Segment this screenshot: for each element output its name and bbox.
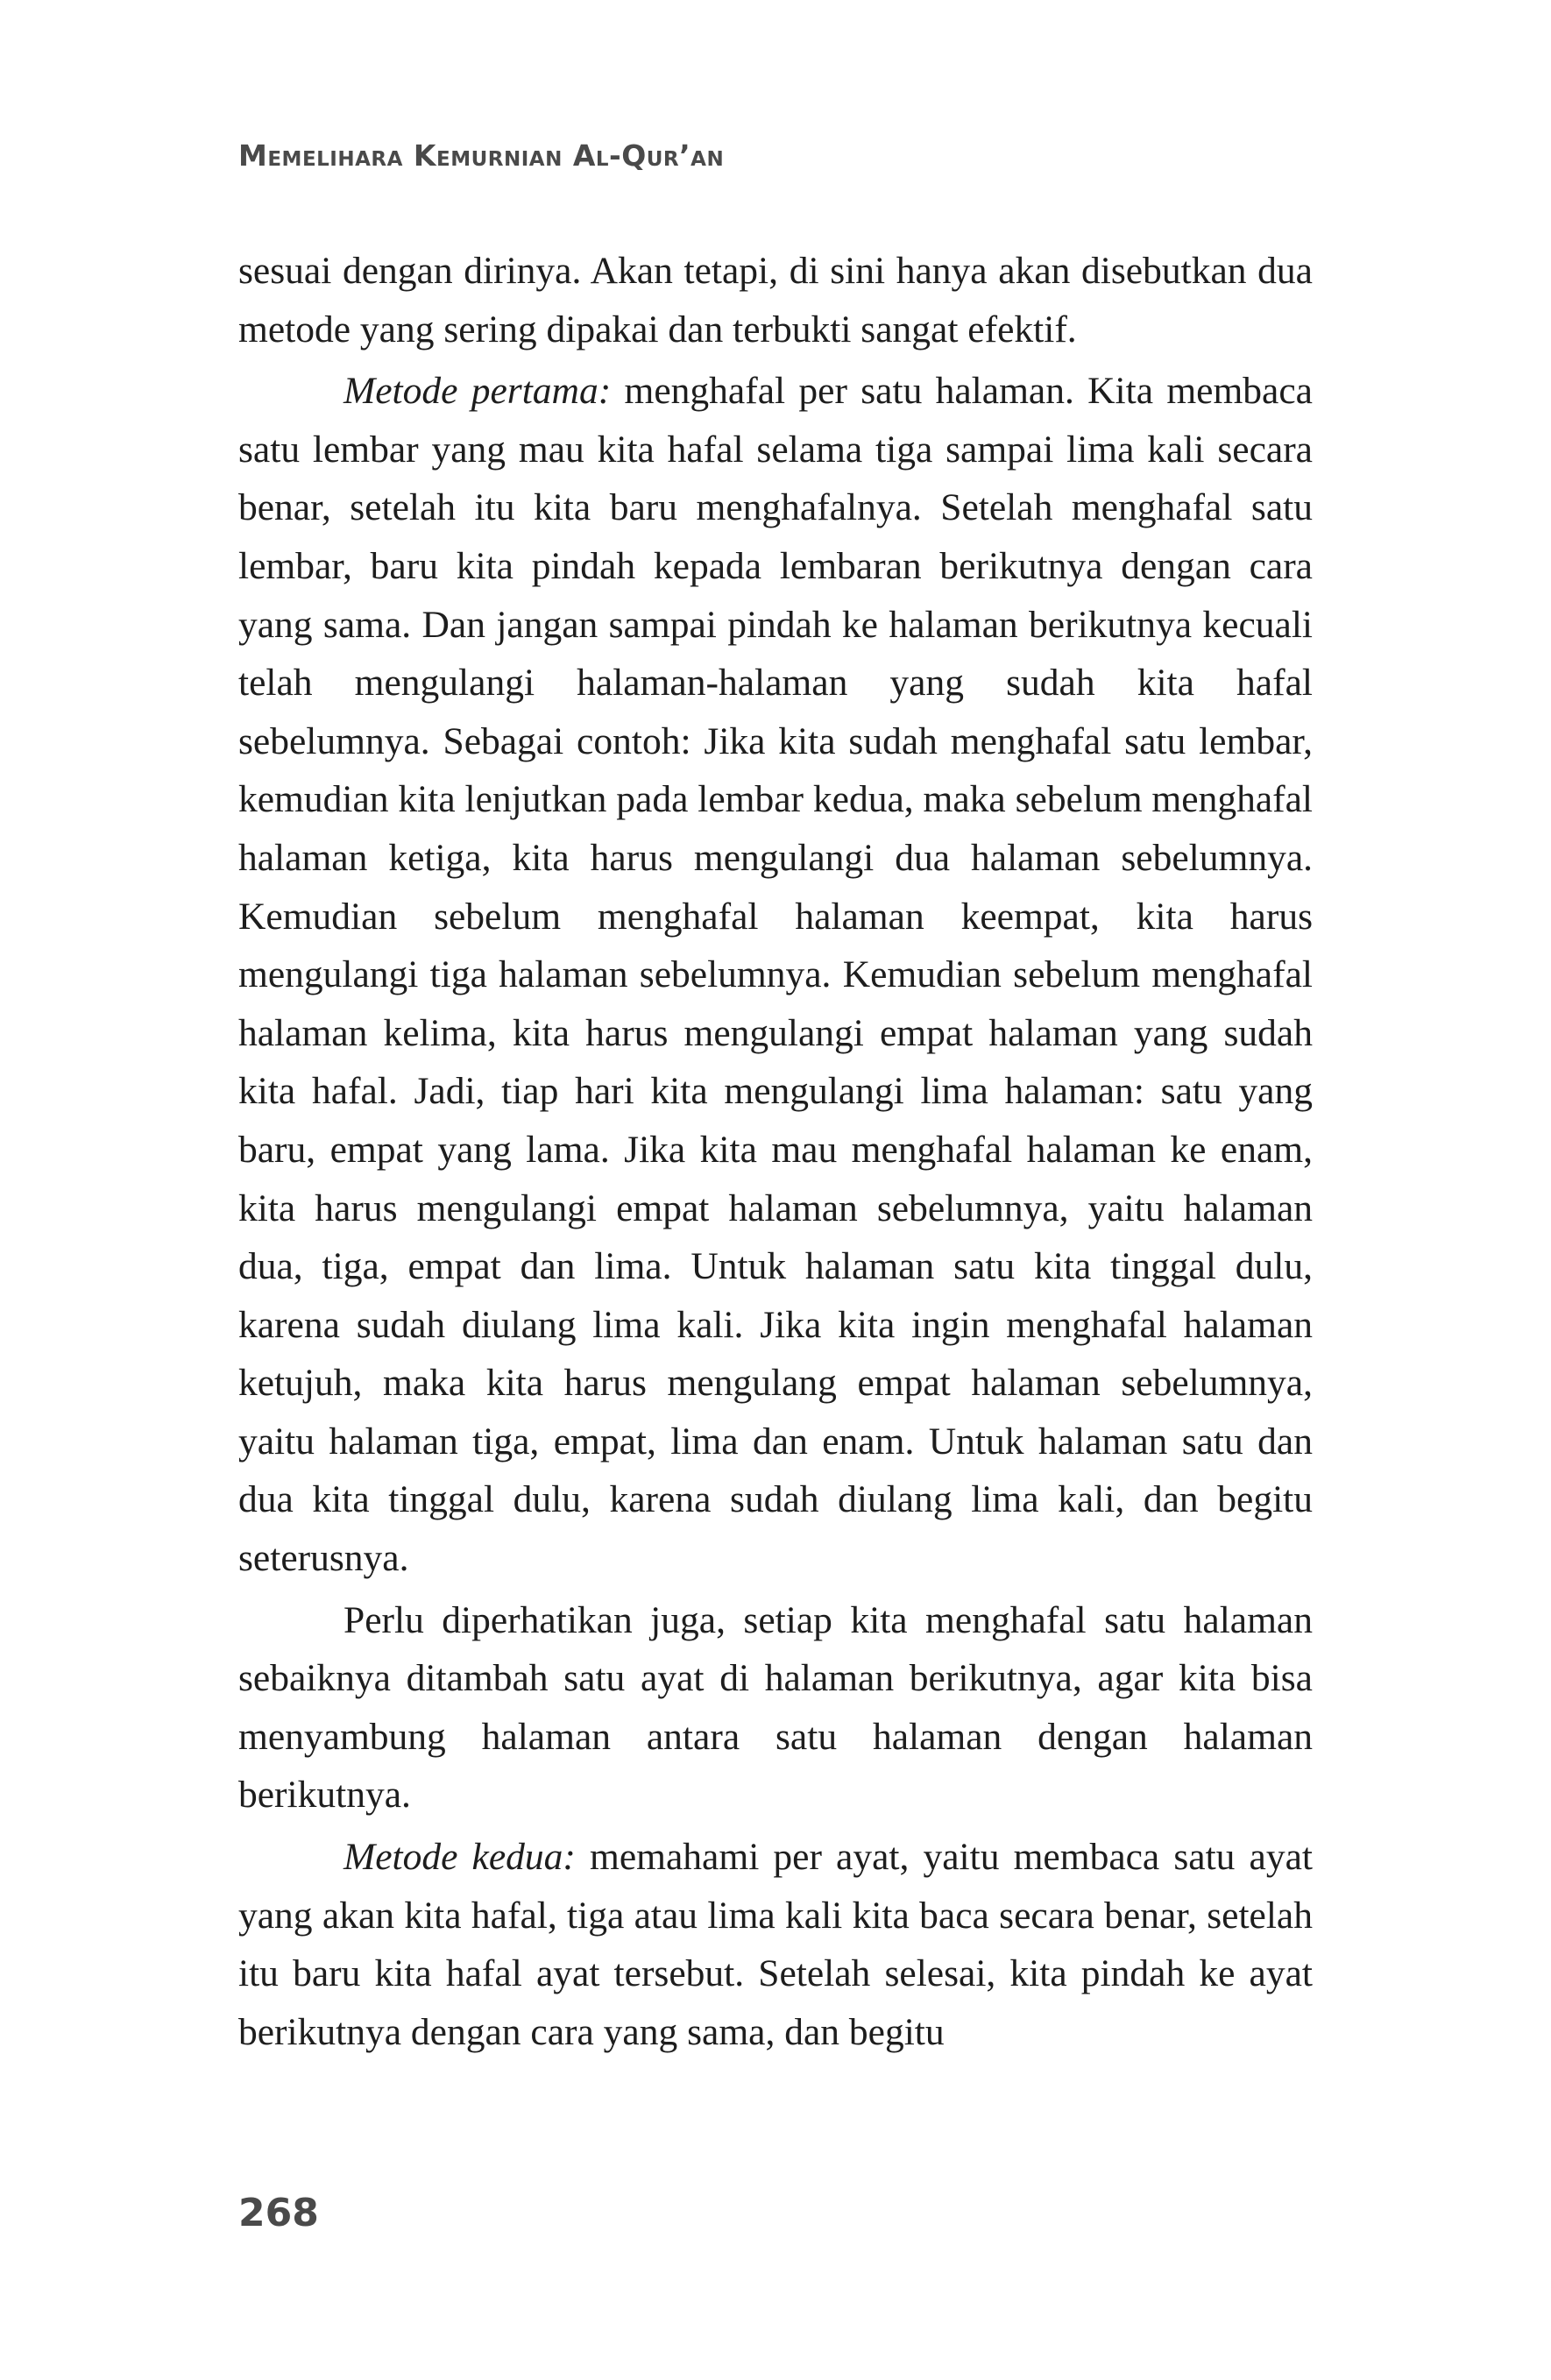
paragraph-text: Perlu diperhatikan juga, setiap kita menghafal satu halaman sebaiknya ditambah satu ayat di halaman berikutnya, agar kita bisa menyambung halaman antara satu halaman dengan halaman berikutnya. [238,1598,1313,1817]
running-header-title: Memelihara Kemurnian Al-Qur’an [238,138,725,173]
paragraph-lead-in: Metode pertama: [343,370,612,413]
paragraph-method-one [238,362,1313,1587]
paragraph-continuation [238,242,1313,358]
paragraph-method-two [238,1828,1313,2061]
paragraph-lead-in: Metode kedua: [343,1836,576,1879]
page-number: 268 [238,2191,319,2235]
paragraph-text: menghafal per satu halaman. Kita membaca satu lembar yang mau kita hafal selama tiga sampai lima kali secara benar, setelah itu kita baru menghafalnya. Setelah menghafal satu lembar, baru kita pindah kepada lembaran berikutnya dengan cara yang sama. Dan jangan sampai pindah ke halaman berikutnya kecuali telah mengulangi halaman-halaman yang sudah kita hafal sebelumnya. Sebagai contoh: Jika kita sudah menghafal satu lembar, kemudian kita lenjutkan pada lembar kedua, maka sebelum menghafal halaman ketiga, kita harus mengulangi dua halaman sebelumnya. Kemudian sebelum menghafal halaman keempat, kita harus mengulangi tiga halaman sebelumnya. Kemudian sebelum menghafal halaman kelima, kita harus mengulangi empat halaman yang sudah kita hafal. Jadi, tiap hari kita mengulangi lima halaman: satu yang baru, empat yang lama. Jika kita mau menghafal halaman ke enam, kita harus mengulangi empat halaman sebelumnya, yaitu halaman dua, tiga, empat dan lima. Untuk halaman satu kita tinggal dulu, karena sudah diulang lima kali. Jika kita ingin menghafal halaman ketujuh, maka kita harus mengulang empat halaman sebelumnya, yaitu halaman tiga, empat, lima dan enam. Untuk halaman satu dan dua kita tinggal dulu, karena sudah diulang lima kali, dan begitu seterusnya. [238,370,1314,1580]
paragraph-text: sesuai dengan dirinya. Akan tetapi, di sini hanya akan disebutkan dua metode yang sering dipakai dan terbukti sangat efektif. [238,250,1313,351]
paragraph-text: memahami per ayat, yaitu membaca satu ayat yang akan kita hafal, tiga atau lima kali kita baca secara benar, setelah itu baru kita hafal ayat tersebut. Setelah selesai, kita pindah ke ayat berikutnya dengan cara yang sama, dan begitu [238,1836,1313,2053]
body-text [238,242,1313,2061]
paragraph-note [238,1591,1313,1824]
